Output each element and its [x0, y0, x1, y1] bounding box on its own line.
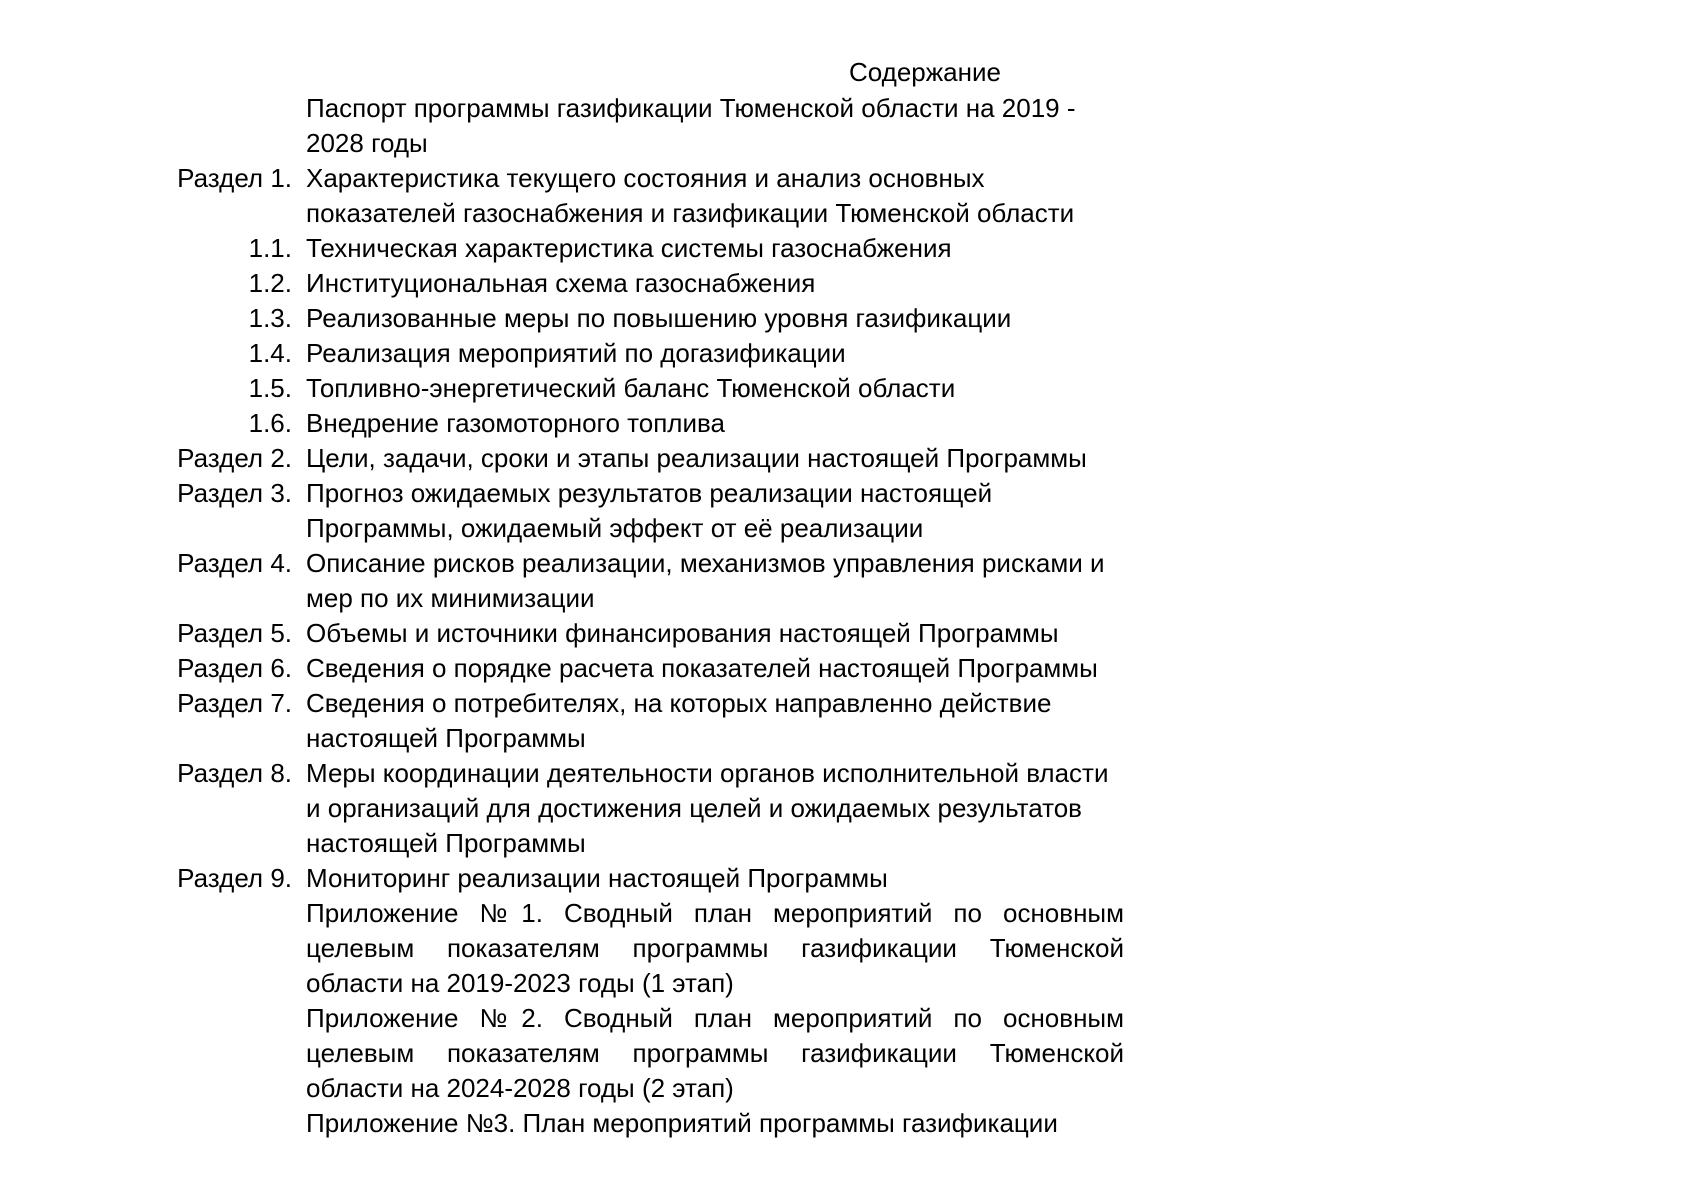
toc-entry-section-7[interactable] — [0, 686, 1697, 756]
toc-entry-text: Сведения о порядке расчета показателей настоящей Программы — [306, 653, 1098, 683]
toc-entry-text: Институциональная схема газоснабжения — [306, 268, 816, 298]
toc-entry-number: 1.5. — [248, 373, 292, 403]
toc-entry-number: Раздел 9. — [177, 863, 292, 893]
toc-entry-section-1-3[interactable] — [0, 301, 1697, 336]
toc-entry-appendix-3[interactable] — [0, 1106, 1697, 1141]
toc-entry-text: Техническая характеристика системы газоснабжения — [306, 233, 952, 263]
toc-entry-text: Приложение №1. Сводный план мероприятий по основным целевым показателям программы газификации Тюменской области на 2019-2023 годы (1 этап) — [306, 898, 1124, 998]
toc-entry-section-4[interactable] — [0, 546, 1697, 616]
toc-entry-passport[interactable] — [0, 91, 1697, 161]
toc-entry-number: Раздел 6. — [177, 653, 292, 683]
toc-entry-number: Раздел 3. — [177, 478, 292, 508]
toc-entry-section-1-1[interactable] — [0, 231, 1697, 266]
toc-entry-number: Раздел 8. — [177, 758, 292, 788]
toc-entry-text: Паспорт программы газификации Тюменской области на 2019 - 2028 годы — [306, 93, 1076, 158]
toc-entry-section-8[interactable] — [0, 756, 1697, 861]
toc-entry-section-1-2[interactable] — [0, 266, 1697, 301]
toc-entry-number: 1.2. — [248, 268, 292, 298]
toc-entry-section-1-6[interactable] — [0, 406, 1697, 441]
toc-entry-number: Раздел 5. — [177, 618, 292, 648]
toc-entry-text: Прогноз ожидаемых результатов реализации настоящей Программы, ожидаемый эффект от её реализации — [306, 478, 993, 543]
toc-entry-section-1[interactable] — [0, 161, 1697, 231]
toc-entry-text: Реализованные меры по повышению уровня газификации — [306, 303, 1012, 333]
toc-entry-number: 1.4. — [248, 338, 292, 368]
toc-entry-text: Мониторинг реализации настоящей Программы — [306, 863, 888, 893]
toc-entry-section-3[interactable] — [0, 476, 1697, 546]
toc-entry-text: Приложение №3. План мероприятий программы газификации — [306, 1108, 1058, 1138]
toc-entry-number: 1.3. — [248, 303, 292, 333]
toc-entry-text: Внедрение газомоторного топлива — [306, 408, 725, 438]
toc-entry-text: Меры координации деятельности органов исполнительной власти и организаций для достижения целей и ожидаемых результатов настоящей Программы — [306, 758, 1109, 858]
toc-entry-text: Реализация мероприятий по догазификации — [306, 338, 846, 368]
table-of-contents — [0, 91, 1697, 1141]
toc-entry-text: Топливно-энергетический баланс Тюменской области — [306, 373, 956, 403]
toc-entry-text: Цели, задачи, сроки и этапы реализации настоящей Программы — [306, 443, 1087, 473]
toc-entry-number: Раздел 7. — [177, 688, 292, 718]
toc-entry-section-1-5[interactable] — [0, 371, 1697, 406]
toc-entry-number: 1.1. — [248, 233, 292, 263]
toc-entry-number: Раздел 2. — [177, 443, 292, 473]
toc-entry-number: Раздел 4. — [177, 548, 292, 578]
toc-entry-appendix-2[interactable] — [0, 1001, 1697, 1106]
toc-title: Содержание — [849, 57, 1001, 87]
toc-entry-number: Раздел 1. — [177, 163, 292, 193]
toc-entry-section-2[interactable] — [0, 441, 1697, 476]
toc-entry-text: Сведения о потребителях, на которых направленно действие настоящей Программы — [306, 688, 1052, 753]
toc-entry-text: Характеристика текущего состояния и анализ основных показателей газоснабжения и газификации Тюменской области — [306, 163, 1075, 228]
toc-entry-text: Описание рисков реализации, механизмов управления рисками и мер по их минимизации — [306, 548, 1105, 613]
toc-entry-section-6[interactable] — [0, 651, 1697, 686]
toc-entry-text: Объемы и источники финансирования настоящей Программы — [306, 618, 1059, 648]
toc-entry-section-9[interactable] — [0, 861, 1697, 896]
toc-entry-text: Приложение №2. Сводный план мероприятий по основным целевым показателям программы газификации Тюменской области на 2024-2028 годы (2 этап) — [306, 1003, 1124, 1103]
toc-entry-appendix-1[interactable] — [0, 896, 1697, 1001]
toc-entry-section-1-4[interactable] — [0, 336, 1697, 371]
toc-entry-number: 1.6. — [248, 408, 292, 438]
toc-entry-section-5[interactable] — [0, 616, 1697, 651]
